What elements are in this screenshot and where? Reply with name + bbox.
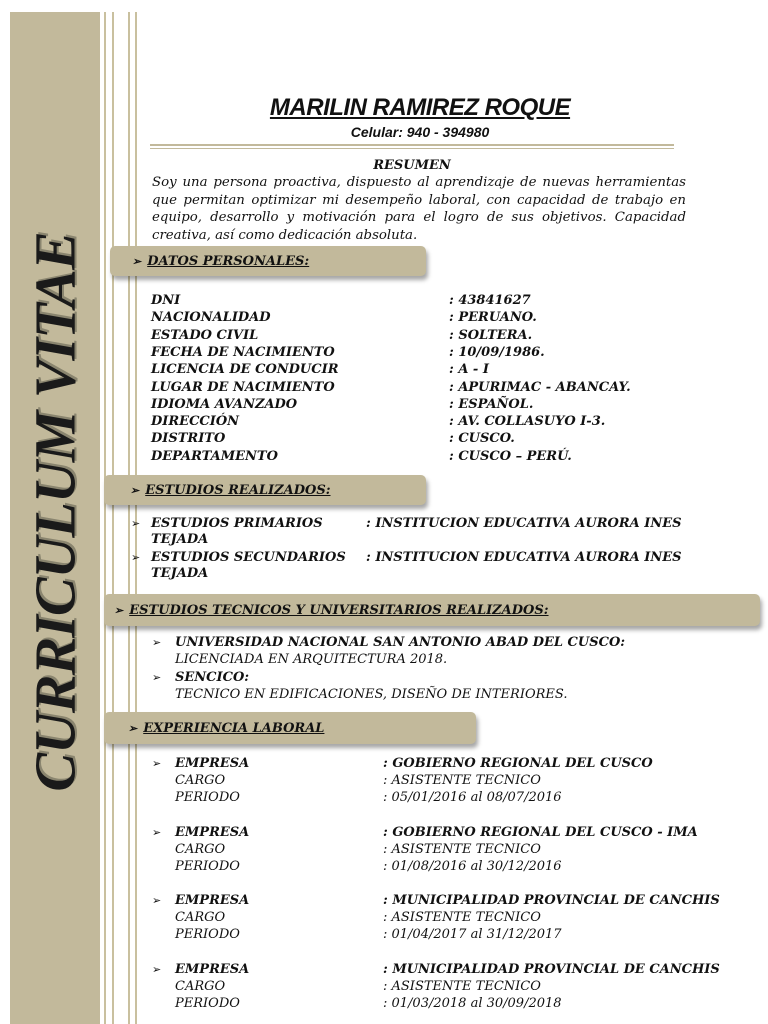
cargo-value: : ASISTENTE TECNICO	[383, 841, 541, 857]
cargo-label: CARGO	[175, 910, 226, 925]
empresa-value: : GOBIERNO REGIONAL DEL CUSCO - IMA	[383, 824, 698, 840]
cargo-value: : ASISTENTE TECNICO	[383, 910, 541, 925]
institution-name: SENCICO:	[175, 670, 250, 685]
cargo-label: CARGO	[175, 978, 226, 994]
arrow-bullet-icon: ➢	[152, 636, 162, 649]
personal-label: LICENCIA DE CONDUCIR	[151, 362, 339, 378]
arrow-bullet-icon: ➢	[114, 603, 124, 617]
arrow-bullet-icon: ➢	[152, 757, 162, 770]
degree-detail: LICENCIADA EN ARQUITECTURA 2018.	[175, 652, 448, 667]
study-value: : INSTITUCION EDUCATIVA AURORA INES	[366, 550, 682, 565]
section-personal	[110, 246, 426, 276]
cargo-value: : ASISTENTE TECNICO	[383, 773, 541, 788]
arrow-bullet-icon: ➢	[152, 825, 162, 839]
empresa-label: EMPRESA	[175, 961, 250, 977]
study-value: : INSTITUCION EDUCATIVA AURORA INES	[366, 516, 682, 531]
empresa-label: EMPRESA	[175, 893, 250, 908]
personal-value: : SOLTERA.	[449, 327, 533, 343]
study-label: ESTUDIOS PRIMARIOS	[151, 516, 323, 531]
cargo-label: CARGO	[175, 773, 226, 788]
personal-label: DIRECCIÓN	[151, 414, 240, 430]
periodo-value: : 05/01/2016 al 08/07/2016	[383, 790, 562, 805]
periodo-value: : 01/08/2016 al 30/12/2016	[383, 858, 562, 874]
periodo-label: PERIODO	[175, 995, 240, 1011]
personal-label: NACIONALIDAD	[151, 310, 271, 326]
personal-label: LUGAR DE NACIMIENTO	[151, 379, 335, 395]
arrow-bullet-icon: ➢	[132, 254, 142, 268]
personal-value: : CUSCO.	[449, 431, 515, 447]
personal-value: : 10/09/1986.	[449, 344, 545, 360]
arrow-bullet-icon: ➢	[131, 517, 141, 530]
personal-value: : ESPAÑOL.	[449, 396, 534, 412]
sidebar-divider	[104, 12, 106, 1024]
sidebar-divider	[128, 12, 130, 1024]
personal-value: : CUSCO – PERÚ.	[449, 448, 572, 464]
section-title: ESTUDIOS REALIZADOS:	[145, 482, 331, 498]
personal-value: : PERUANO.	[449, 310, 537, 326]
study-value-continued: TEJADA	[151, 566, 209, 581]
personal-label: DEPARTAMENTO	[151, 448, 278, 464]
periodo-label: PERIODO	[175, 858, 240, 874]
vertical-title: CURRICULUM VITAE	[22, 232, 88, 792]
summary-title: RESUMEN	[373, 158, 451, 173]
personal-label: ESTADO CIVIL	[151, 327, 259, 343]
section-title: ESTUDIOS TECNICOS Y UNIVERSITARIOS REALIZADOS:	[129, 602, 549, 618]
empresa-value: : MUNICIPALIDAD PROVINCIAL DE CANCHIS	[383, 893, 720, 908]
arrow-bullet-icon: ➢	[152, 962, 162, 976]
empresa-label: EMPRESA	[175, 756, 250, 771]
personal-label: IDIOMA AVANZADO	[151, 396, 298, 412]
cargo-label: CARGO	[175, 841, 226, 857]
empresa-value: : MUNICIPALIDAD PROVINCIAL DE CANCHIS	[383, 961, 720, 977]
arrow-bullet-icon: ➢	[128, 721, 138, 735]
periodo-label: PERIODO	[175, 790, 240, 805]
personal-value: : AV. COLLASUYO I-3.	[449, 414, 606, 430]
arrow-bullet-icon: ➢	[130, 483, 140, 497]
empresa-label: EMPRESA	[175, 824, 250, 840]
study-label: ESTUDIOS SECUNDARIOS	[151, 550, 346, 565]
periodo-value: : 01/03/2018 al 30/09/2018	[383, 995, 562, 1011]
empresa-value: : GOBIERNO REGIONAL DEL CUSCO	[383, 756, 653, 771]
summary-text: Soy una persona proactiva, dispuesto al aprendizaje de nuevas herramientas que permitan optimizar mi desempeño laboral, con capacidad de trabajo en equipo, desarrollo y motivación para el logro de sus objetivos. Capacidad creativa, así como dedicación absoluta.	[152, 175, 686, 243]
periodo-value: : 01/04/2017 al 31/12/2017	[383, 927, 562, 942]
section-title: DATOS PERSONALES:	[147, 253, 310, 269]
divider	[150, 144, 674, 146]
section-technical	[104, 594, 760, 626]
degree-detail: TECNICO EN EDIFICACIONES, DISEÑO DE INTERIORES.	[175, 687, 568, 702]
periodo-label: PERIODO	[175, 927, 240, 942]
section-title: EXPERIENCIA LABORAL	[143, 720, 325, 736]
institution-name: UNIVERSIDAD NACIONAL SAN ANTONIO ABAD DEL CUSCO:	[175, 635, 626, 650]
candidate-name: MARILIN RAMIREZ ROQUE	[269, 94, 571, 121]
personal-label: DISTRITO	[151, 431, 226, 447]
arrow-bullet-icon: ➢	[152, 671, 162, 684]
sidebar-divider	[112, 12, 114, 1024]
phone-number: Celular: 940 - 394980	[350, 124, 490, 140]
personal-value: : 43841627	[449, 293, 531, 308]
section-studies	[104, 475, 426, 505]
arrow-bullet-icon: ➢	[152, 894, 162, 907]
personal-label: DNI	[151, 293, 181, 308]
cargo-value: : ASISTENTE TECNICO	[383, 978, 541, 994]
section-experience	[104, 712, 476, 744]
divider	[150, 148, 674, 149]
arrow-bullet-icon: ➢	[131, 551, 141, 564]
personal-label: FECHA DE NACIMIENTO	[151, 344, 335, 360]
study-value-continued: TEJADA	[151, 532, 209, 547]
personal-value: : A - I	[449, 362, 489, 378]
personal-value: : APURIMAC - ABANCAY.	[449, 379, 631, 395]
